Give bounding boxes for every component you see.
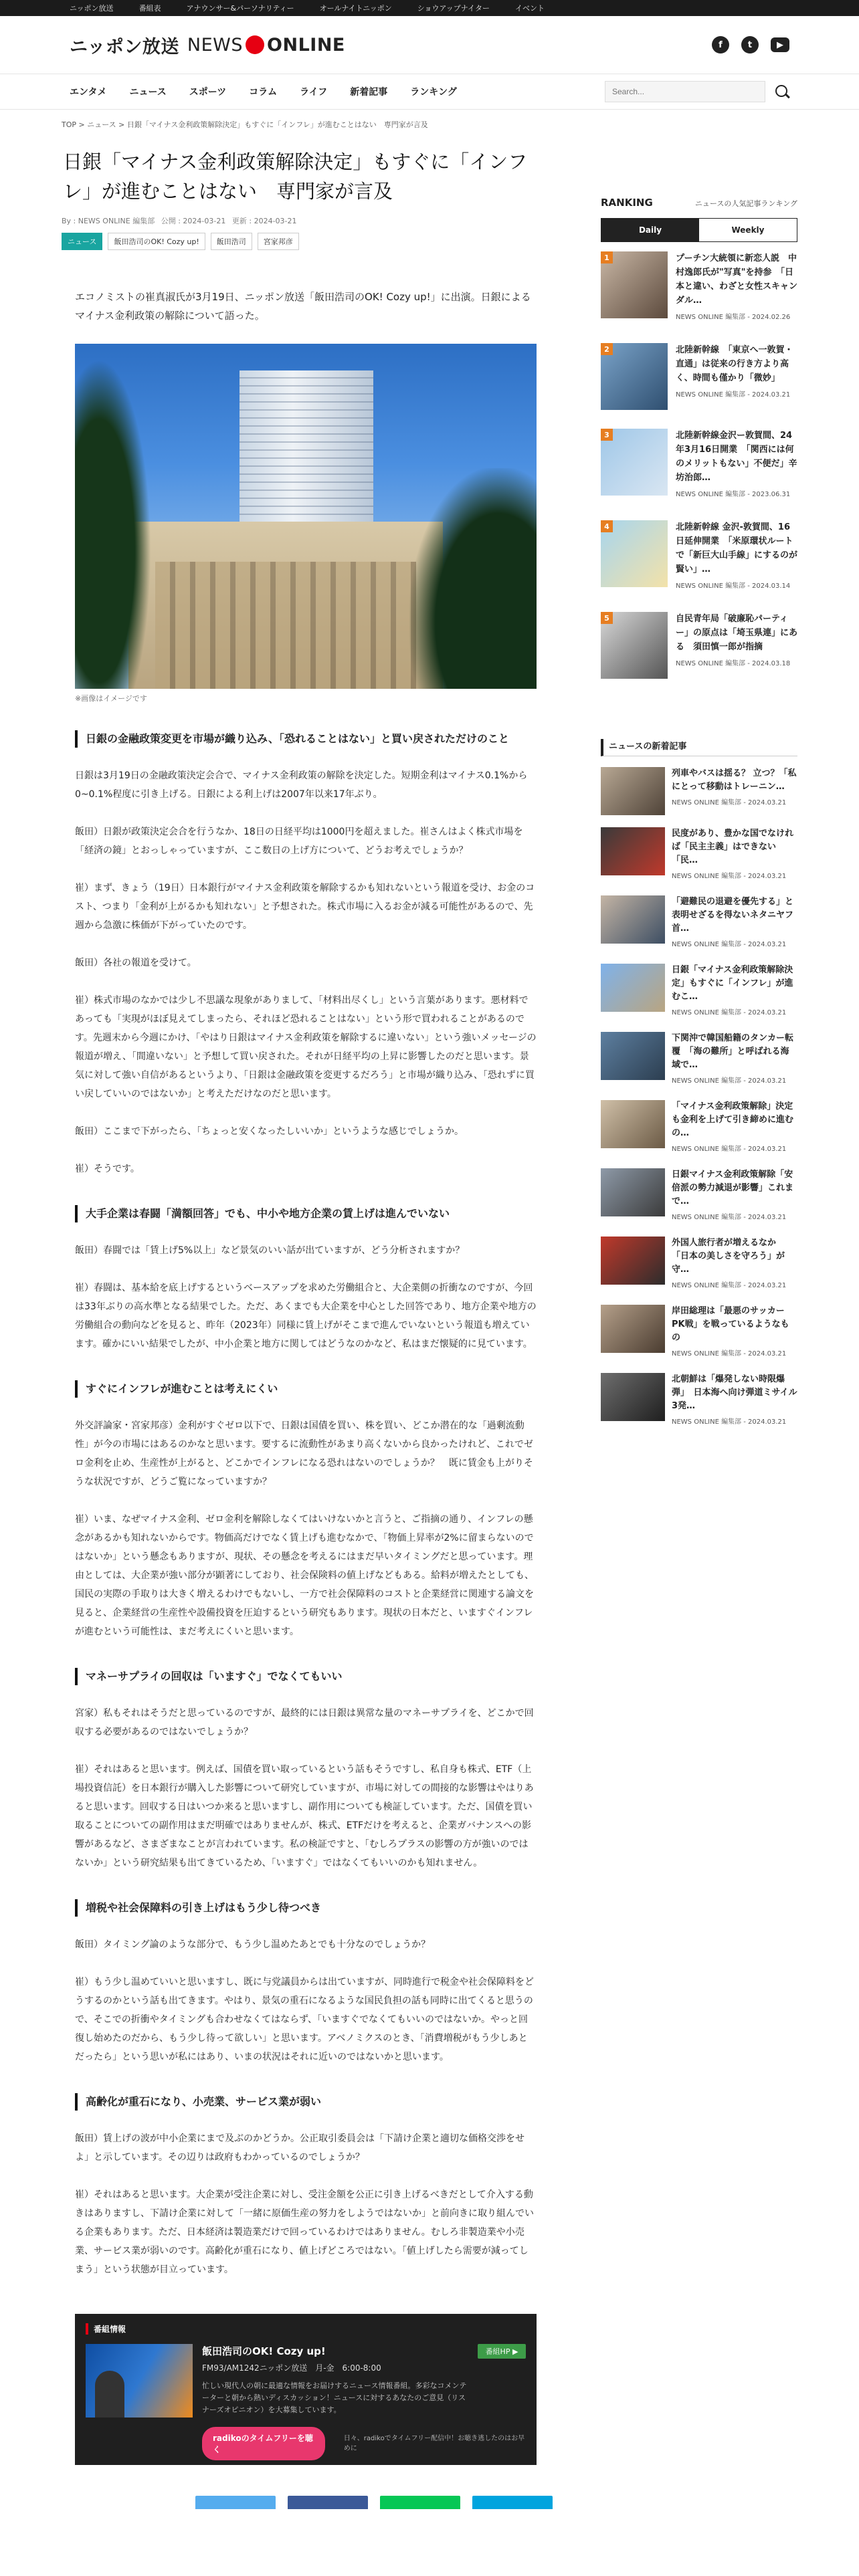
new-article-thumbnail	[601, 1168, 665, 1216]
tag[interactable]: 飯田浩司のOK! Cozy up!	[108, 233, 205, 250]
new-article-title: 外国人旅行者が増えるなか 「日本の美しさを守ろう」が守…	[672, 1238, 785, 1275]
logo-dot-icon	[246, 35, 264, 54]
ranking-thumbnail	[601, 520, 668, 587]
ranking-title-text: 北陸新幹線金沢ー敦賀間、24年3月16日開業 「関西には何のメリットもない」不便だ」辛坊治郎…	[676, 431, 797, 483]
share-facebook-button[interactable]	[288, 2496, 368, 2509]
article-photo	[75, 344, 537, 689]
ranking-title-text: 自民青年局「破廉恥パーティー」の原点は「埼玉県連」にある 須田慎一郎が指摘	[676, 614, 798, 652]
radiko-timefree-button[interactable]: radikoのタイムフリーを聴く	[202, 2427, 325, 2460]
section-heading: マネーサプライの回収は「いますぐ」でなくてもいい	[75, 1668, 537, 1685]
social-links	[712, 36, 789, 53]
section-heading: 大手企業は春闘「満額回答」でも、中小や地方企業の賃上げは進んでいない	[75, 1205, 537, 1222]
paragraph: 崔）いま、なぜマイナス金利、ゼロ金利を解除しなくてはいけないかと言うと、ご指摘の通り、インフレの懸念があるかも知れないからです。物価高だけでなく賃上げも進むなかで、「物価上昇率が2%に留まらないのではないか」という懸念もありますが、現状、その懸念を考えるにはまだ早いタイミングだと思っています。理由としては、大企業が強い部分が顕著にしており、社会保険料の値上げなどもある。給料が増えたとしても、国民の実際の手取りは大きく増えるわけでもないし、一方で社会保障料のコストと企業経営に関連する論文を見ると、企業経営の生産性や設備投資を圧迫するという研究もあります。現状の日本だと、いますぐインフレが進むという可能性は、まだ考えにくいと思います。	[75, 1514, 534, 1637]
topbar-link[interactable]: ニッポン放送	[70, 4, 114, 13]
new-article-title: 日銀「マイナス金利政策解除決定」もすぐに「インフレ」が進むこ…	[672, 965, 793, 1002]
logo-news: NEWS	[187, 34, 244, 56]
new-article-title: 「避難民の退避を優先する」と表明せざるを得ないネタニヤフ首…	[672, 897, 794, 934]
program-name[interactable]: 飯田浩司のOK! Cozy up!	[202, 2345, 326, 2357]
facebook-icon[interactable]: f	[712, 36, 729, 53]
section-heading: 高齢化が重石になり、小売業、サービス業が弱い	[75, 2093, 537, 2111]
new-article-thumbnail	[601, 767, 665, 815]
tab-weekly[interactable]: Weekly	[731, 225, 765, 235]
nav-item[interactable]: ライフ	[300, 87, 328, 98]
ranking-title: RANKING	[601, 197, 653, 209]
article-lead: エコノミストの崔真淑氏が3月19日、ニッポン放送「飯田浩司のOK! Cozy up!」に出演。日銀によるマイナス金利政策の解除について語った。	[75, 291, 531, 322]
new-article-thumbnail	[601, 1373, 665, 1421]
search-input[interactable]	[605, 81, 765, 102]
new-article-item[interactable]	[601, 1100, 797, 1156]
ranking-number: 4	[601, 520, 613, 532]
program-description: 忙しい現代人の朝に最適な情報をお届けするニュース情報番組。多彩なコメンテーターと朝から熱いディスカッション！ニュースに対するあなたのご意見（リスナーズオピニオン）を大募集しています。	[202, 2381, 467, 2414]
new-article-meta: NEWS ONLINE 編集部 - 2024.03.21	[672, 1146, 787, 1153]
topbar-link[interactable]: オールナイトニッポン	[319, 4, 392, 13]
new-article-item[interactable]	[601, 895, 797, 952]
program-homepage-button[interactable]: 番組HP ▶	[478, 2344, 526, 2359]
program-label: 番組情報	[86, 2323, 526, 2335]
logo-brand-name: ニッポン放送	[70, 36, 179, 58]
ranking-thumbnail	[601, 251, 668, 318]
share-buttons	[195, 2496, 553, 2509]
photo-caption: ※画像はイメージです	[75, 694, 147, 703]
new-article-meta: NEWS ONLINE 編集部 - 2024.03.21	[672, 873, 787, 880]
ranking-meta: NEWS ONLINE 編集部 - 2024.03.21	[676, 391, 791, 399]
paragraph: 飯田）タイミング論のような部分で、もう少し温めたあとでも十分なのでしょうか？	[75, 1939, 431, 1950]
paragraph: 飯田）春闘では「賃上げ5%以上」など景気のいい話が出ていますが、どう分析されますか？	[75, 1245, 465, 1256]
new-article-meta: NEWS ONLINE 編集部 - 2024.03.21	[672, 1418, 787, 1426]
new-article-thumbnail	[601, 1032, 665, 1080]
paragraph: 崔）まず、きょう（19日）日本銀行がマイナス金利政策を解除するかも知れないという報道を受け、お金のコスト、つまり「金利が上がるかも知れない」と予想された。株式市場に入るお金が減る可能性があるので、先週から急激に株価が下がっていたのです。	[75, 883, 535, 931]
paragraph: 飯田）各社の報道を受けて。	[75, 958, 197, 968]
ranking-item[interactable]	[601, 429, 797, 511]
ranking-number: 3	[601, 429, 613, 441]
new-article-meta: NEWS ONLINE 編集部 - 2024.03.21	[672, 1009, 787, 1016]
new-article-item[interactable]	[601, 767, 797, 815]
breadcrumb[interactable]: TOP > ニュース > 日銀「マイナス金利政策解除決定」もすぐに「インフレ」が進むことはない 専門家が言及	[62, 120, 428, 129]
paragraph: 飯田）賃上げの波が中小企業にまで及ぶのかどうか。公正取引委員会は「下請け企業と適切な価格交渉をせよ」と示しています。その辺りは政府もわかっているのでしょうか？	[75, 2133, 524, 2163]
share-line-button[interactable]	[380, 2496, 460, 2509]
youtube-icon[interactable]: ▶	[771, 37, 789, 52]
share-hatena-button[interactable]	[472, 2496, 553, 2509]
article	[62, 136, 553, 2509]
paragraph: 崔）それはあると思います。例えば、国債を買い取っているという話もそうですし、私自身も株式、ETF（上場投資信託）を日本銀行が購入した影響について研究していますが、市場に対しての間接的な影響はやはりあると思います。回収する日はいつか来ると思いますし、副作用についても検証しています。ただ、国債を買い取ることについての副作用はまだ明確ではありませんが、株式、ETFだけを考えると、企業ガバナンスへの影響があるなど、さまざまなことが言われています。私の検証ですと、「むしろプラスの影響の方が強いのではないか」という研究結果も出てきているため、「いますぐ」ではなくてもいいのかも知れません。	[75, 1764, 534, 1868]
article-updated: 更新 : 2024-03-21	[231, 217, 297, 225]
ranking-meta: NEWS ONLINE 編集部 - 2023.06.31	[676, 491, 791, 498]
search-icon[interactable]	[775, 84, 789, 99]
ranking-meta: NEWS ONLINE 編集部 - 2024.03.14	[676, 582, 791, 590]
nav-item[interactable]: エンタメ	[70, 87, 107, 98]
ranking-thumbnail	[601, 343, 668, 410]
paragraph: 飯田）ここまで下がったら、「ちょっと安くなったしいいか」というような感じでしょうか。	[75, 1126, 464, 1137]
nav-item[interactable]: ランキング	[410, 87, 457, 98]
new-article-meta: NEWS ONLINE 編集部 - 2024.03.21	[672, 1350, 787, 1358]
nav-item[interactable]: 新着記事	[350, 87, 388, 98]
program-time: FM93/AM1242ニッポン放送 月-金 6:00-8:00	[202, 2363, 381, 2373]
ranking-meta: NEWS ONLINE 編集部 - 2024.03.18	[676, 660, 791, 667]
section-heading: 増税や社会保障料の引き上げはもう少し待つべき	[75, 1899, 537, 1917]
site-logo[interactable]	[70, 32, 345, 58]
ranking-number: 1	[601, 251, 613, 263]
paragraph: 日銀は3月19日の金融政策決定会合で、マイナス金利政策の解除を決定した。短期金利はマイナス0.1%から0~0.1%程度に引き上げる。日銀による利上げは2007年以来17年ぶり。	[75, 770, 528, 800]
paragraph: 崔）そうです。	[75, 1164, 140, 1174]
new-article-thumbnail	[601, 827, 665, 875]
ranking-tabs	[601, 218, 797, 242]
new-article-item[interactable]	[601, 1305, 797, 1361]
new-article-thumbnail	[601, 1100, 665, 1148]
paragraph: 崔）株式市場のなかでは少し不思議な現象がありまして、「材料出尽くし」という言葉があります。悪材料であっても「実現がほぼ見えてしまったら、それほど恐れることはない」という形で買われることがあるのです。先週末から今週にかけ、「やはり日銀はマイナス金利政策を解除するに違いない」という強いメッセージの報道が増え、「間違いない」と予想して買い戻された。それが日経平均の上昇に影響したのだと思います。景気に対して強い自信があるというより、「日銀は金融政策を変更するだろう」と市場が織り込み、「恐れずに買い戻していいのではないか」と考えただけなのだと思います。	[75, 995, 537, 1099]
tab-daily[interactable]: Daily	[601, 219, 699, 241]
nav-item[interactable]: ニュース	[129, 87, 167, 98]
new-article-title: 列車やバスは揺る？ 立つ？「私にとって移動はトレーニン…	[672, 768, 797, 792]
ranking-subtitle: ニュースの人気記事ランキング	[694, 199, 797, 208]
topbar-link[interactable]: アナウンサー&パーソナリティー	[186, 4, 294, 13]
tag[interactable]: 宮家邦彦	[258, 233, 299, 250]
new-article-title: 「マイナス金利政策解除」決定も金利を上げて引き締めに進むの…	[672, 1101, 794, 1138]
paragraph: 崔）それはあると思います。大企業が受注企業に対し、受注金額を公正に引き上げるべきだとして介入する動きはありますし、下請け企業に対して「一緒に原価生産の努力をしようではないか」と前向きに取り組んでいる企業もあります。ただ、日本経済は製造業だけで回っているわけではありません。むしろ非製造業や小売業、サービス業が弱いのです。高齢化が重石になり、値上げどころではない。「値上げしたら需要が減ってしまう」という状態が目立っています。	[75, 2189, 534, 2275]
photo-bank-of-japan	[128, 522, 443, 689]
new-article-thumbnail	[601, 964, 665, 1012]
new-articles-title: ニュースの新着記事	[601, 739, 797, 756]
article-tags	[62, 233, 553, 250]
tag-category[interactable]: ニュース	[62, 233, 102, 250]
paragraph: 飯田）日銀が政策決定会合を行うなか、18日の日経平均は1000円を超えました。崔さんはよく株式市場を「経済の鏡」とおっしゃっていますが、ここ数日の上げ方について、どうお考えでしょうか？	[75, 827, 523, 856]
photo-trees	[75, 344, 155, 689]
ranking-item[interactable]	[601, 612, 797, 688]
ranking-item[interactable]	[601, 343, 797, 419]
topbar-link[interactable]: イベント	[515, 4, 545, 13]
radiko-note: 日々、radikoでタイムフリー配信中！お聴き逃したのはお早めに	[343, 2435, 525, 2452]
ranking-meta: NEWS ONLINE 編集部 - 2024.02.26	[676, 314, 791, 321]
nav-item[interactable]: スポーツ	[189, 87, 227, 98]
ranking-title-text: プーチン大統領に新恋人説 中村逸郎氏が"写真"を持参 「日本と違い、わざと女性スキャンダル…	[676, 253, 798, 306]
nav-item[interactable]: コラム	[249, 87, 278, 98]
tag[interactable]: 飯田浩司	[211, 233, 252, 250]
sidebar	[601, 136, 797, 2509]
topbar-link[interactable]: 番組表	[138, 4, 161, 13]
new-article-item[interactable]	[601, 827, 797, 883]
top-bar	[0, 0, 859, 16]
ranking-thumbnail	[601, 429, 668, 496]
program-info-box	[75, 2314, 537, 2465]
new-article-title: 日銀マイナス金利政策解除「安倍派の勢力減退が影響」これまで…	[672, 1170, 794, 1206]
program-thumbnail[interactable]	[86, 2344, 193, 2418]
article-title: 日銀「マイナス金利政策解除決定」もすぐに「インフレ」が進むことはない 専門家が言及	[63, 150, 528, 203]
ranking-title-text: 北陸新幹線 金沢-敦賀間、16日延伸開業 「米原環状ルートで「新巨大山手線」にするのが賢い」…	[676, 522, 798, 574]
new-article-meta: NEWS ONLINE 編集部 - 2024.03.21	[672, 941, 787, 948]
search-area	[605, 81, 789, 102]
new-article-thumbnail	[601, 1237, 665, 1285]
site-header	[0, 16, 859, 74]
paragraph: 崔）春闘は、基本給を底上げするというベースアップを求めた労働組合と、大企業側の折衝なのですが、今回は33年ぶりの高水準となる結果でした。ただ、あくまでも大企業を中心とした回答であり、地方企業や地方の労働組合の動向などを見ると、昨年（2023年）同様に賃上げがそこまで進んでいないという報道も増えています。確かにいい結果でしたが、中小企業と地方に関してはどうなのかなど、私はまだ懐疑的に見ています。	[75, 1283, 537, 1350]
paragraph: 崔）もう少し温めていいと思いますし、既に与党議員からは出ていますが、同時進行で税金や社会保障料をどうするのかという話も出てきます。やはり、景気の重石になるような国民負担の話も同時に出てくると思うので、そこでの折衝やタイミングも合わせなくてはならず、「いますぐでなくてもいいのではないか。やっと回復し始めたのだから、もう少し待って欲しい」と思います。アベノミクスのとき、「消費増税がもう少しあとだったら」という思いが私にはあり、いまの状況はそれに近いのではないかと思います。	[75, 1977, 534, 2062]
new-article-item[interactable]	[601, 964, 797, 1020]
new-article-title: 民度があり、豊かな国でなければ「民主主義」はできない 「民…	[672, 829, 794, 865]
topbar-link[interactable]: ショウアップナイター	[417, 4, 490, 13]
main-nav	[0, 74, 859, 110]
logo-online: ONLINE	[267, 34, 345, 56]
article-author[interactable]: By : NEWS ONLINE 編集部	[62, 217, 155, 225]
ranking-number: 2	[601, 343, 613, 355]
new-article-title: 岸田総理は「最悪のサッカーPK戦」を戦っているようなもの	[672, 1306, 789, 1343]
new-article-thumbnail	[601, 1305, 665, 1353]
article-byline	[62, 215, 553, 226]
new-article-item[interactable]	[601, 1032, 797, 1088]
paragraph: 宮家）私もそれはそうだと思っているのですが、最終的には日銀は異常な量のマネーサプライを、どこかで回収する必要があるのではないでしょうか？	[75, 1708, 534, 1737]
new-article-item[interactable]	[601, 1373, 797, 1429]
ranking-title-text: 北陸新幹線 「東京へ一敦賀・直通」は従来の行き方より高く、時間も僅かり「微妙」	[676, 345, 793, 383]
article-published: 公開 : 2024-03-21	[161, 217, 226, 225]
ranking-item[interactable]	[601, 251, 797, 334]
twitter-icon[interactable]: t	[741, 36, 759, 53]
new-article-meta: NEWS ONLINE 編集部 - 2024.03.21	[672, 799, 787, 807]
new-article-item[interactable]	[601, 1168, 797, 1224]
ranking-thumbnail	[601, 612, 668, 679]
new-article-meta: NEWS ONLINE 編集部 - 2024.03.21	[672, 1282, 787, 1289]
new-article-meta: NEWS ONLINE 編集部 - 2024.03.21	[672, 1214, 787, 1221]
section-heading: すぐにインフレが進むことは考えにくい	[75, 1380, 537, 1398]
new-article-item[interactable]	[601, 1237, 797, 1293]
paragraph: 外交評論家・宮家邦彦）金利がすぐゼロ以下で、日銀は国債を買い、株を買い、どこか潜在的な「過剰流動性」が今の市場にはあるのかなと思います。要するに流動性があまり高くないから良かったけれど、これでゼロ金利を止め、生産性が上がると、どこかでインフレになる恐れはないのでしょうか？ 既に賃金も上がりそうな状況ですが、どうご覧になっていますか？	[75, 1420, 533, 1487]
section-heading: 日銀の金融政策変更を市場が織り込み、「恐れることはない」と買い戻されただけのこと	[75, 730, 537, 748]
share-twitter-button[interactable]	[195, 2496, 276, 2509]
ranking-item[interactable]	[601, 520, 797, 603]
new-article-title: 北朝鮮は「爆発しない時限爆弾」 日本海へ向け弾道ミサイル3発…	[672, 1374, 797, 1411]
new-article-thumbnail	[601, 895, 665, 944]
ranking-number: 5	[601, 612, 613, 624]
new-article-title: 下関沖で韓国船籍のタンカー転覆 「海の難所」と呼ばれる海域で…	[672, 1033, 794, 1070]
photo-trees	[409, 468, 537, 689]
new-article-meta: NEWS ONLINE 編集部 - 2024.03.21	[672, 1077, 787, 1085]
